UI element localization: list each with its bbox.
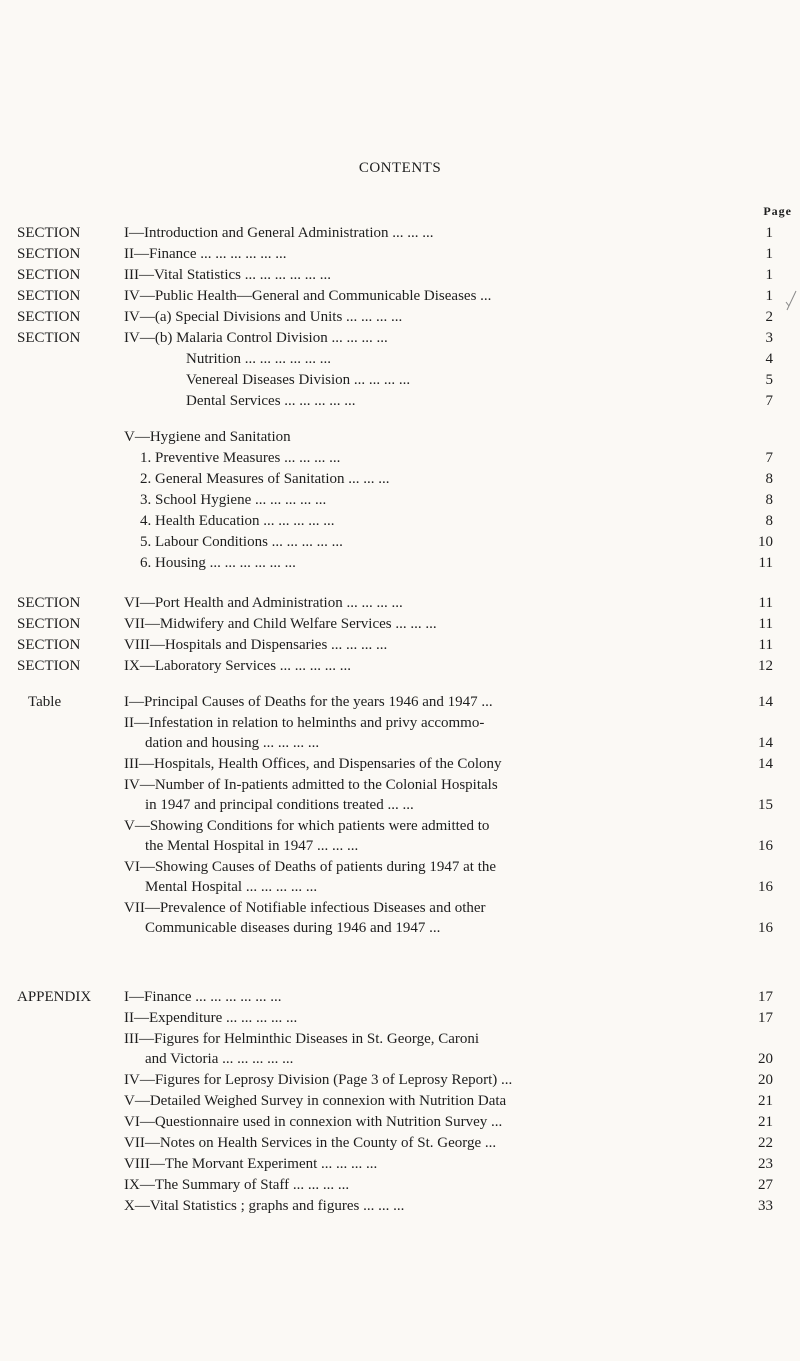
section-label: SECTION: [17, 267, 81, 283]
section-title: VII—Midwifery and Child Welfare Services ... ... ...: [124, 616, 437, 632]
table-title: V—Showing Conditions for which patients were admitted to: [124, 818, 490, 834]
subitem-title: Nutrition ... ... ... ... ... ...: [186, 351, 331, 367]
table-title-continued: the Mental Hospital in 1947 ... ... ...: [145, 838, 359, 854]
page-number: 12: [758, 658, 773, 674]
toc-row: [0, 244, 800, 265]
appendix-title: III—Figures for Helminthic Diseases in St. George, Caroni: [124, 1031, 480, 1047]
subitem-title: Venereal Diseases Division ... ... ... ...: [186, 372, 411, 388]
page-number: 4: [765, 351, 773, 367]
sections-later: [0, 593, 800, 677]
toc-subrow: [0, 553, 800, 574]
section-label: SECTION: [17, 288, 81, 304]
section-title: IX—Laboratory Services ... ... ... ... ...: [124, 658, 352, 674]
page-number: 16: [758, 838, 773, 854]
toc-row: [0, 265, 800, 286]
toc-row: [0, 1196, 800, 1217]
appendix-title: II—Expenditure ... ... ... ... ...: [124, 1010, 298, 1026]
page-number: 14: [758, 735, 773, 751]
section-label: SECTION: [17, 637, 81, 653]
appendix-title: VII—Notes on Health Services in the County of St. George ...: [124, 1135, 497, 1151]
appendix-title-continued: and Victoria ... ... ... ... ...: [145, 1051, 294, 1067]
toc-subrow: [0, 490, 800, 511]
toc-row: [0, 1112, 800, 1133]
section-label: SECTION: [17, 658, 81, 674]
section-v-heading-row: [0, 427, 800, 448]
appendix-title: I—Finance ... ... ... ... ... ...: [124, 989, 282, 1005]
table-title-continued: dation and housing ... ... ... ...: [145, 735, 320, 751]
page-number: 8: [765, 492, 773, 508]
page-number: 11: [758, 637, 773, 653]
page-number: 21: [758, 1114, 773, 1130]
section-title: VIII—Hospitals and Dispensaries ... ... ... ...: [124, 637, 388, 653]
appendix-label: APPENDIX: [17, 989, 92, 1005]
section-v: [0, 427, 800, 574]
toc-row: [0, 754, 800, 775]
toc-row: [0, 816, 800, 857]
table-title-continued: Mental Hospital ... ... ... ... ...: [145, 879, 318, 895]
tables-list: [0, 692, 800, 939]
page-number: 1: [765, 288, 773, 304]
page-number: 7: [765, 393, 773, 409]
page-number: 11: [758, 595, 773, 611]
subitem-title: 3. School Hygiene ... ... ... ... ...: [140, 492, 327, 508]
appendix-title: IV—Figures for Leprosy Division (Page 3 of Leprosy Report) ...: [124, 1072, 513, 1088]
sections-early: [0, 223, 800, 412]
table-title-continued: in 1947 and principal conditions treated ... ...: [145, 797, 414, 813]
toc-row: [0, 1008, 800, 1029]
toc-row: [0, 1175, 800, 1196]
table-label: Table: [28, 694, 62, 710]
toc-row: [0, 1029, 800, 1070]
page-number: 16: [758, 879, 773, 895]
toc-row: [0, 614, 800, 635]
appendix-title: VI—Questionnaire used in connexion with Nutrition Survey ...: [124, 1114, 503, 1130]
toc-subrow: [0, 448, 800, 469]
toc-row: [0, 1154, 800, 1175]
section-label: SECTION: [17, 246, 81, 262]
toc-subrow: [0, 370, 800, 391]
page-column-header: Page: [763, 204, 792, 218]
page-number: 2: [765, 309, 773, 325]
pencil-mark-icon: [784, 290, 798, 312]
toc-row: [0, 775, 800, 816]
page-number: 16: [758, 920, 773, 936]
toc-row: [0, 1133, 800, 1154]
toc-row: [0, 223, 800, 244]
section-title: VI—Port Health and Administration ... ... ... ...: [124, 595, 403, 611]
table-title: IV—Number of In-patients admitted to the Colonial Hospitals: [124, 777, 498, 793]
page-number: 23: [758, 1156, 773, 1172]
page-number: 3: [765, 330, 773, 346]
toc-subrow: [0, 511, 800, 532]
page-number: 14: [758, 694, 773, 710]
page-number: 8: [765, 471, 773, 487]
toc-row: [0, 1070, 800, 1091]
table-title: III—Hospitals, Health Offices, and Dispensaries of the Colony: [124, 756, 502, 772]
page-number: 22: [758, 1135, 773, 1151]
page-number: 17: [758, 989, 773, 1005]
section-label: SECTION: [17, 225, 81, 241]
toc-subrow: [0, 391, 800, 412]
page-number: 10: [758, 534, 773, 550]
page-number: 11: [758, 616, 773, 632]
page-number: 27: [758, 1177, 773, 1193]
toc-row: [0, 656, 800, 677]
section-v-heading: V—Hygiene and Sanitation: [124, 429, 291, 445]
appendix-title: X—Vital Statistics ; graphs and figures ... ... ...: [124, 1198, 405, 1214]
section-label: SECTION: [17, 595, 81, 611]
table-title: II—Infestation in relation to helminths and privy accommo-: [124, 715, 485, 731]
page-number: 20: [758, 1072, 773, 1088]
section-title: I—Introduction and General Administration ... ... ...: [124, 225, 434, 241]
appendix-title: IX—The Summary of Staff ... ... ... ...: [124, 1177, 350, 1193]
table-title: VI—Showing Causes of Deaths of patients during 1947 at the: [124, 859, 497, 875]
toc-row: [0, 635, 800, 656]
toc-row: [0, 286, 800, 307]
toc-row: [0, 857, 800, 898]
page-number: 17: [758, 1010, 773, 1026]
table-title: VII—Prevalence of Notifiable infectious Diseases and other: [124, 900, 486, 916]
page-number: 14: [758, 756, 773, 772]
section-label: SECTION: [17, 330, 81, 346]
page-number: 7: [765, 450, 773, 466]
toc-row: [0, 328, 800, 349]
subitem-title: 4. Health Education ... ... ... ... ...: [140, 513, 335, 529]
section-title: IV—Public Health—General and Communicable Diseases ...: [124, 288, 492, 304]
appendix-list: [0, 987, 800, 1217]
subitem-title: 6. Housing ... ... ... ... ... ...: [140, 555, 296, 571]
page-number: 5: [765, 372, 773, 388]
toc-subrow: [0, 349, 800, 370]
toc-row: [0, 307, 800, 328]
page-number: 1: [765, 267, 773, 283]
page-number: 20: [758, 1051, 773, 1067]
subitem-title: 1. Preventive Measures ... ... ... ...: [140, 450, 341, 466]
page-number: 15: [758, 797, 773, 813]
section-title: IV—(b) Malaria Control Division ... ... ... ...: [124, 330, 388, 346]
subitem-title: 5. Labour Conditions ... ... ... ... ...: [140, 534, 343, 550]
toc-row: [0, 898, 800, 939]
appendix-title: VIII—The Morvant Experiment ... ... ... ...: [124, 1156, 378, 1172]
section-label: SECTION: [17, 616, 81, 632]
page-number: 21: [758, 1093, 773, 1109]
page-number: 11: [758, 555, 773, 571]
page-number: 1: [765, 246, 773, 262]
page-title: CONTENTS: [358, 160, 442, 176]
appendix-title: V—Detailed Weighed Survey in connexion with Nutrition Data: [124, 1093, 507, 1109]
table-title: I—Principal Causes of Deaths for the years 1946 and 1947 ...: [124, 694, 493, 710]
toc-row: [0, 692, 800, 713]
toc-row: [0, 1091, 800, 1112]
page-number: 8: [765, 513, 773, 529]
toc-subrow: [0, 469, 800, 490]
subitem-title: Dental Services ... ... ... ... ...: [186, 393, 356, 409]
section-title: IV—(a) Special Divisions and Units ... ... ... ...: [124, 309, 403, 325]
section-label: SECTION: [17, 309, 81, 325]
section-title: II—Finance ... ... ... ... ... ...: [124, 246, 287, 262]
toc-row: [0, 593, 800, 614]
toc-subrow: [0, 532, 800, 553]
toc-row: [0, 987, 800, 1008]
page-number: 33: [758, 1198, 773, 1214]
page-number: 1: [765, 225, 773, 241]
table-title-continued: Communicable diseases during 1946 and 1947 ...: [145, 920, 441, 936]
toc-row: [0, 713, 800, 754]
subitem-title: 2. General Measures of Sanitation ... ... ...: [140, 471, 390, 487]
section-title: III—Vital Statistics ... ... ... ... ... ...: [124, 267, 331, 283]
